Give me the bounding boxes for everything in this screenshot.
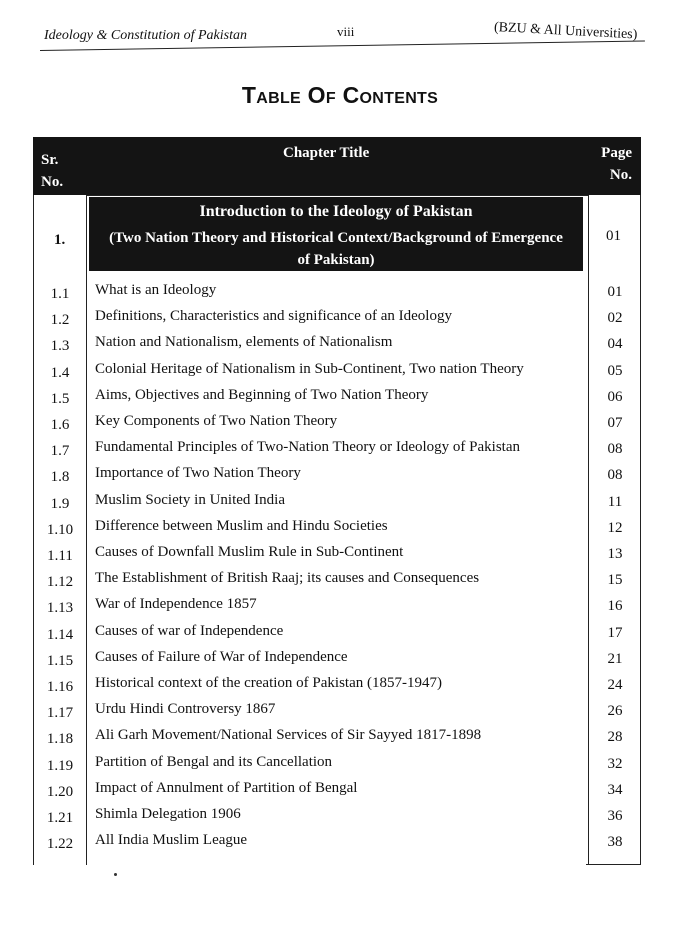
table-header [33,137,641,195]
row-title: Causes of Failure of War of Independence [95,648,348,665]
toc-row [0,518,700,544]
toc-row [0,282,700,308]
row-title: Partition of Bengal and its Cancellation [95,753,333,770]
row-page: 21 [607,650,623,667]
header-book-title: Ideology & Constitution of Pakistan [44,28,247,43]
row-sr-no: 1.17 [46,705,74,722]
row-sr-no: 1.10 [46,521,74,538]
toc-row [0,623,700,649]
header-page-line2: No. [609,167,632,183]
row-page: 08 [607,467,623,484]
row-page: 05 [607,362,623,379]
row-page: 01 [607,284,623,300]
row-sr-no: 1.12 [46,574,74,591]
row-sr-no: 1.20 [46,783,74,800]
row-page: 24 [607,677,623,693]
row-title: All India Muslim League [95,832,248,849]
row-title: Historical context of the creation of Pakistan (1857-1947) [95,675,442,691]
row-sr-no: 1.21 [46,810,74,826]
toc-row [0,439,700,465]
row-page: 06 [607,388,623,405]
toc-row [0,334,700,360]
row-sr-no: 1.13 [46,600,74,617]
row-title: Colonial Heritage of Nationalism in Sub-Continent, Two nation Theory [95,360,524,377]
row-title: Definitions, Characteristics and significance of an Ideology [95,308,452,325]
toc-row [0,465,700,491]
row-page: 11 [607,493,623,510]
header-sr-line1: Sr. [41,152,59,168]
header-page-no [601,142,632,186]
toc-row [0,413,700,439]
row-page: 16 [607,598,623,615]
row-title: What is an Ideology [95,282,217,298]
row-title: Importance of Two Nation Theory [95,465,301,482]
chapter-title: Introduction to the Ideology of Pakistan [199,203,473,220]
row-title: War of Independence 1857 [95,596,257,613]
toc-row [0,754,700,780]
row-sr-no: 1.8 [50,469,70,486]
footer-mark [114,873,117,876]
row-title: Key Components of Two Nation Theory [95,413,338,429]
row-sr-no: 1.9 [50,495,70,512]
header-page-line1: Page [601,145,632,161]
row-sr-no: 1.3 [50,338,70,355]
chapter-page: 01 [606,228,621,244]
toc-row [0,727,700,753]
row-sr-no: 1.7 [50,443,70,460]
row-title: Causes of Downfall Muslim Rule in Sub-Continent [95,544,404,560]
toc-row [0,361,700,387]
row-page: 07 [607,415,623,431]
row-page: 32 [607,755,623,772]
row-title: Difference between Muslim and Hindu Societies [95,517,388,534]
chapter-box-border [86,195,588,196]
chapter-subtitle: (Two Nation Theory and Historical Context/Background of Emergence of Pakistan) [109,230,563,268]
row-page: 28 [607,729,623,746]
header-chapter-title: Chapter Title [283,145,370,161]
row-page: 02 [607,310,623,327]
row-title: Aims, Objectives and Beginning of Two Nation Theory [95,386,429,403]
chapter-heading-box [89,197,583,271]
row-page: 38 [607,834,623,851]
row-page: 15 [607,572,623,589]
row-page: 34 [607,781,623,798]
page-title: Table Of Contents [241,82,439,108]
toc-row [0,544,700,570]
toc-row [0,308,700,334]
toc-row [0,780,700,806]
row-sr-no: 1.14 [46,626,74,643]
row-title: Urdu Hindi Controversy 1867 [95,701,276,718]
row-sr-no: 1.11 [47,548,73,564]
toc-row [0,387,700,413]
row-title: Causes of war of Independence [95,622,284,639]
row-page: 17 [607,624,623,641]
toc-row [0,832,700,858]
row-sr-no: 1.5 [50,390,70,407]
row-sr-no: 1.16 [46,679,74,695]
header-sr-no [41,149,63,193]
row-sr-no: 1.18 [46,731,74,748]
header-page-number: viii [337,24,355,39]
toc-row [0,806,700,832]
row-sr-no: 1.19 [46,757,74,774]
row-sr-no: 1.15 [46,652,74,669]
row-page: 08 [607,441,623,458]
row-sr-no: 1.2 [50,312,70,329]
row-sr-no: 1.6 [50,417,70,433]
toc-row [0,570,700,596]
toc-row [0,675,700,701]
row-sr-no: 1.1 [50,286,70,302]
row-title: The Establishment of British Raaj; its causes and Consequences [95,570,480,587]
row-title: Nation and Nationalism, elements of Nationalism [95,334,393,351]
header-sr-line2: No. [41,174,64,190]
toc-row [0,492,700,518]
header-universities: (BZU & All Universities) [493,20,638,43]
toc-row [0,649,700,675]
toc-row [0,701,700,727]
row-page: 36 [607,808,623,824]
row-page: 04 [607,336,623,353]
row-page: 13 [607,546,623,562]
bottom-border [586,864,641,865]
row-title: Muslim Society in United India [95,491,285,508]
row-title: Fundamental Principles of Two-Nation Theory or Ideology of Pakistan [95,439,520,456]
toc-row [0,596,700,622]
row-page: 12 [607,519,623,536]
chapter-number: 1. [54,232,66,248]
row-title: Ali Garh Movement/National Services of Sir Sayyed 1817-1898 [95,727,482,744]
row-title: Impact of Annulment of Partition of Bengal [95,779,358,796]
row-sr-no: 1.4 [50,364,70,381]
row-title: Shimla Delegation 1906 [95,806,241,822]
row-sr-no: 1.22 [46,836,74,853]
row-page: 26 [607,703,623,720]
